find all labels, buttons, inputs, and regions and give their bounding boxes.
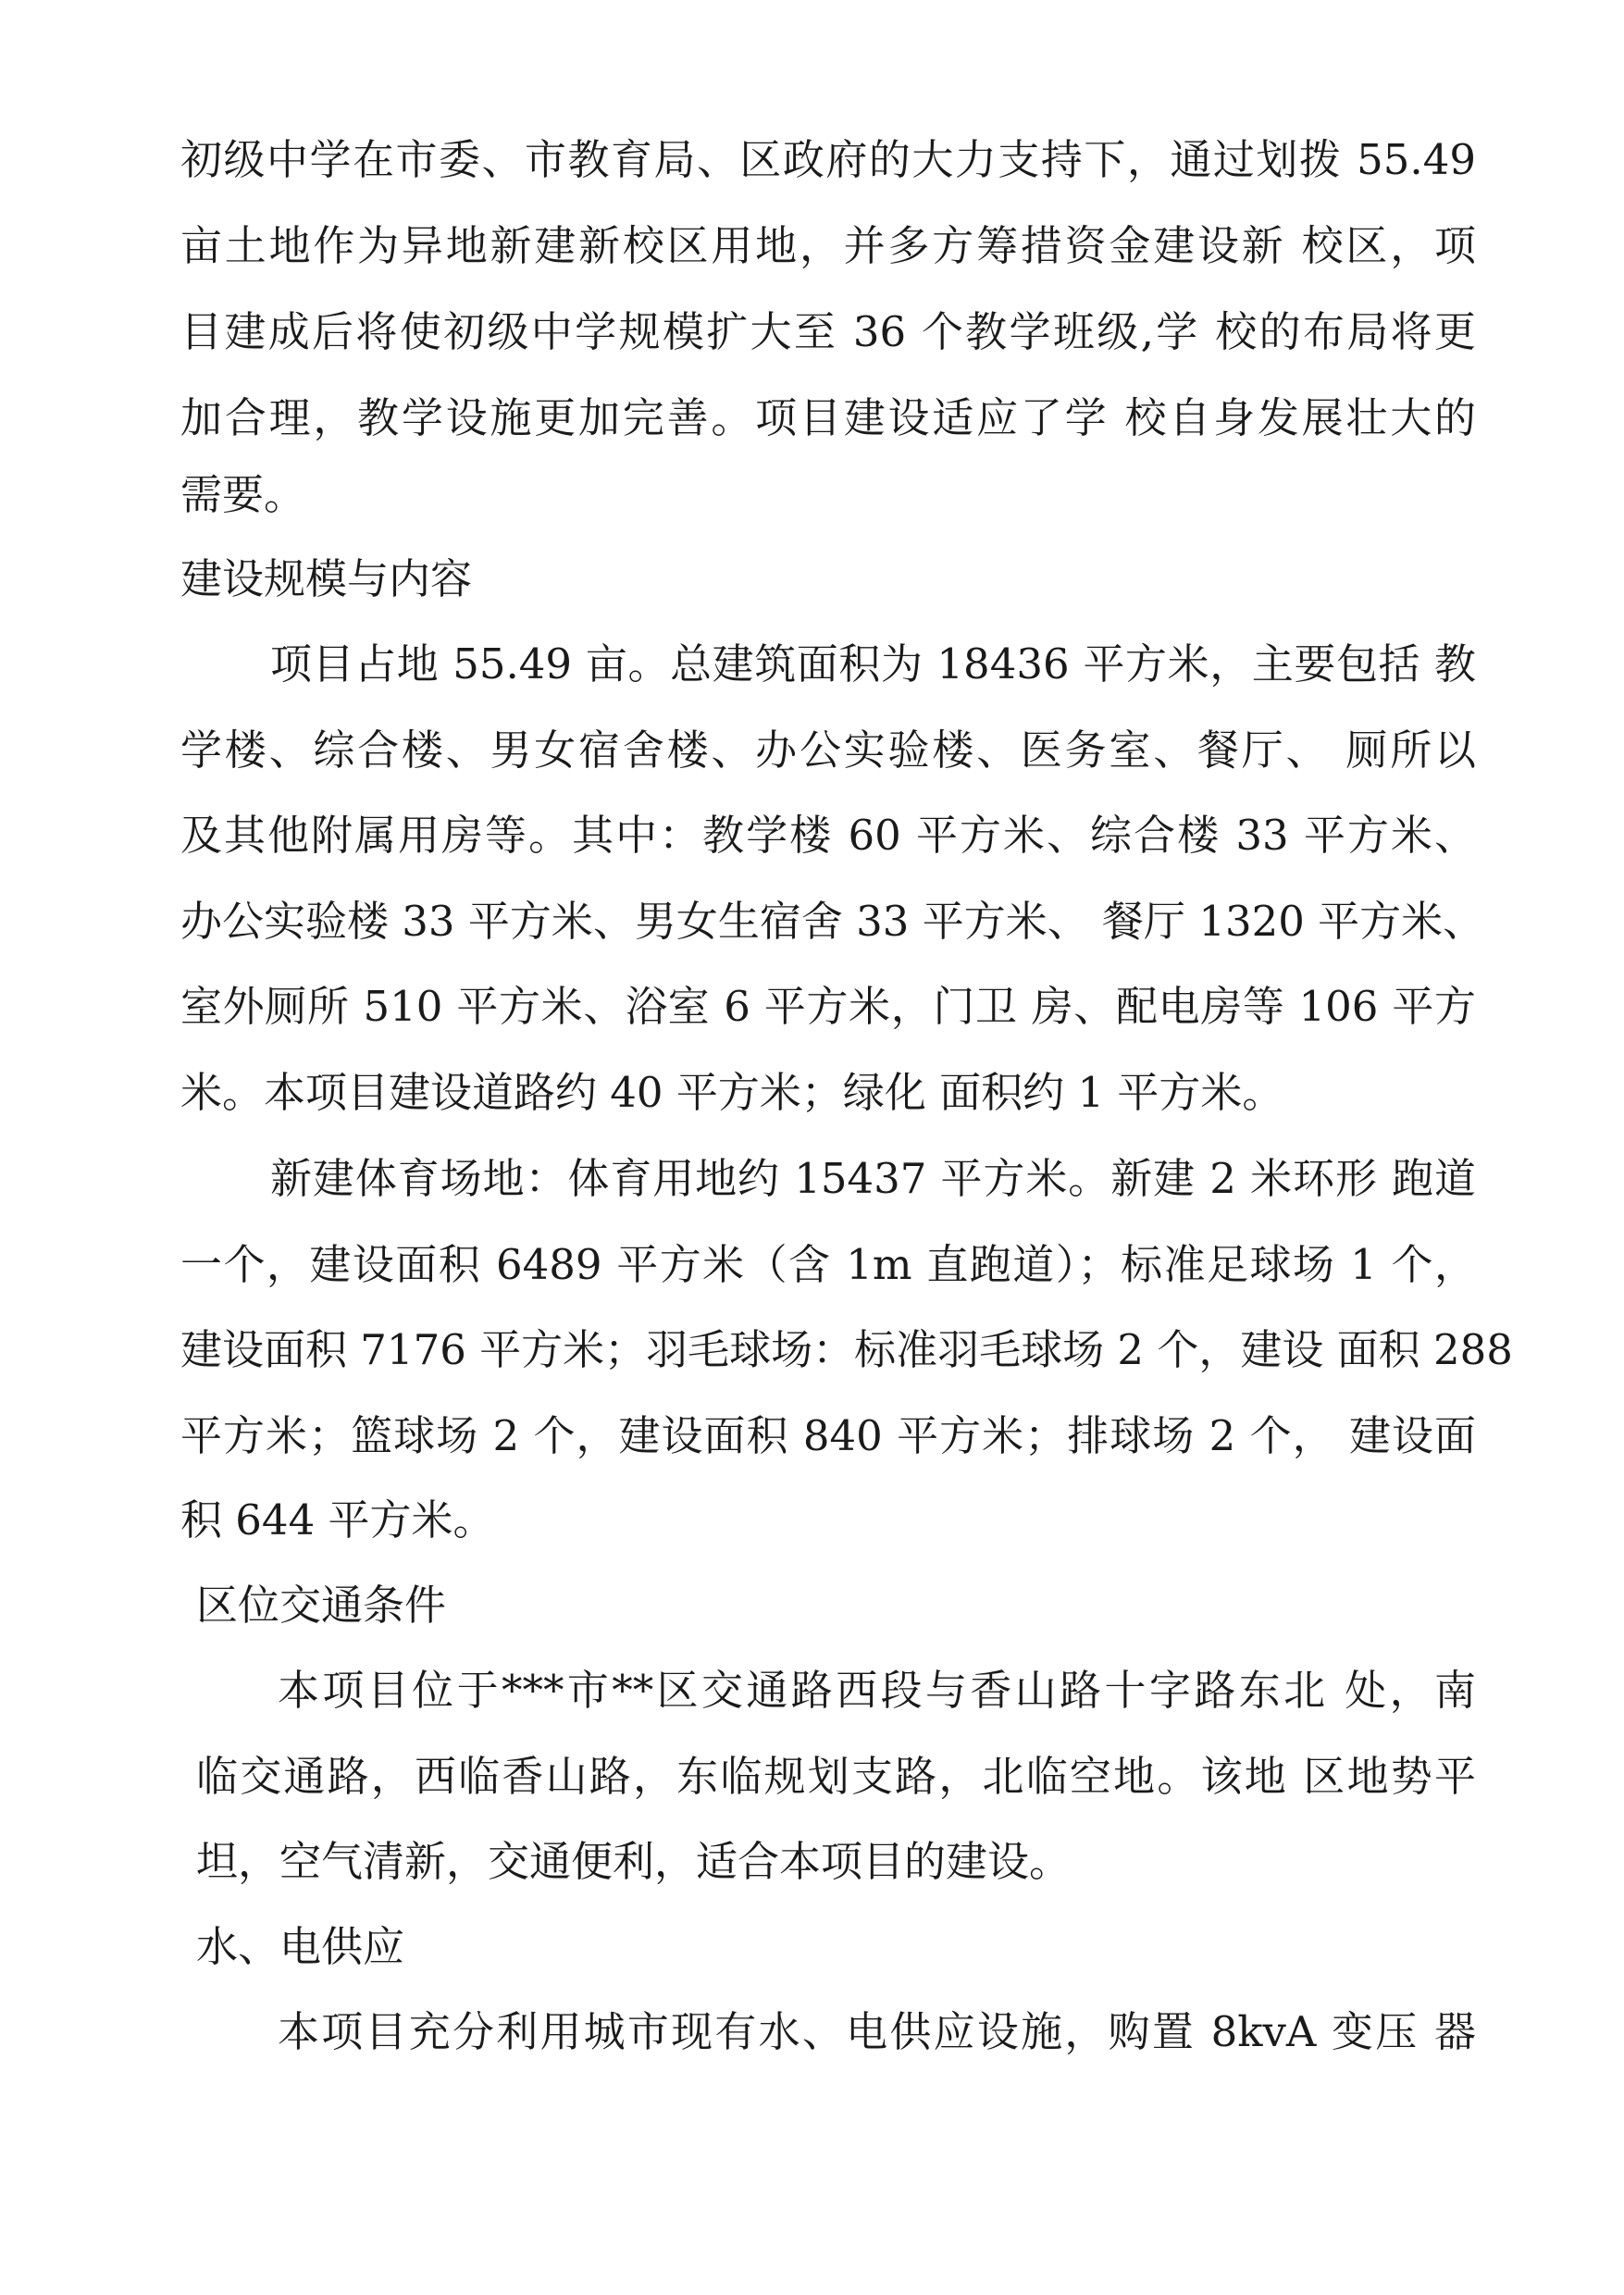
- scale-para2-line-3: 建设面积 7176 平方米；羽毛球场：标准羽毛球场 2 个，建设 面积 288: [180, 1325, 1513, 1374]
- intro-line-5: 需要。: [180, 470, 306, 519]
- scale-para1-line-2: 学楼、综合楼、男女宿舍楼、办公实验楼、医务室、餐厅、 厕所以: [180, 726, 1476, 775]
- scale-para1-line-6: 米。本项目建设道路约 40 平方米；绿化 面积约 1 平方米。: [180, 1068, 1284, 1117]
- heading-scale-content: 建设规模与内容: [180, 554, 473, 603]
- intro-line-1: 初级中学在市委、市教育局、区政府的大力支持下，通过划拨 55.49: [180, 135, 1476, 184]
- scale-para2-line-5: 积 644 平方米。: [180, 1495, 495, 1544]
- location-line-2: 临交通路，西临香山路，东临规划支路，北临空地。该地 区地势平: [196, 1752, 1476, 1801]
- intro-line-4: 加合理，教学设施更加完善。项目建设适应了学 校自身发展壮大的: [180, 393, 1476, 442]
- scale-para2-line-2: 一个，建设面积 6489 平方米（含 1m 直跑道）；标准足球场 1 个，: [180, 1240, 1476, 1289]
- scale-para2-line-1: 新建体育场地：体育用地约 15437 平方米。新建 2 米环形 跑道: [270, 1154, 1476, 1203]
- location-line-3: 坦，空气清新，交通便利，适合本项目的建设。: [196, 1837, 1072, 1886]
- scale-para1-line-1: 项目占地 55.49 亩。总建筑面积为 18436 平方米，主要包括 教: [270, 639, 1476, 688]
- heading-water-power: 水、电供应: [196, 1922, 405, 1971]
- intro-line-3: 目建成后将使初级中学规模扩大至 36 个教学班级,学 校的布局将更: [180, 307, 1476, 356]
- scale-para2-line-4: 平方米；篮球场 2 个，建设面积 840 平方米；排球场 2 个， 建设面: [180, 1411, 1476, 1460]
- scale-para1-line-4: 办公实验楼 33 平方米、男女生宿舍 33 平方米、 餐厅 1320 平方米、: [180, 897, 1485, 946]
- scale-para1-line-3: 及其他附属用房等。其中：教学楼 60 平方米、综合楼 33 平方米、: [180, 811, 1476, 860]
- utilities-line-1: 本项目充分利用城市现有水、电供应设施，购置 8kvA 变压 器: [278, 2007, 1476, 2056]
- intro-line-2: 亩土地作为异地新建新校区用地，并多方筹措资金建设新 校区，项: [180, 221, 1476, 270]
- location-line-1: 本项目位于***市**区交通路西段与香山路十字路东北 处，南: [278, 1666, 1476, 1715]
- heading-location-traffic: 区位交通条件: [196, 1581, 447, 1630]
- scale-para1-line-5: 室外厕所 510 平方米、浴室 6 平方米，门卫 房、配电房等 106 平方: [180, 982, 1476, 1031]
